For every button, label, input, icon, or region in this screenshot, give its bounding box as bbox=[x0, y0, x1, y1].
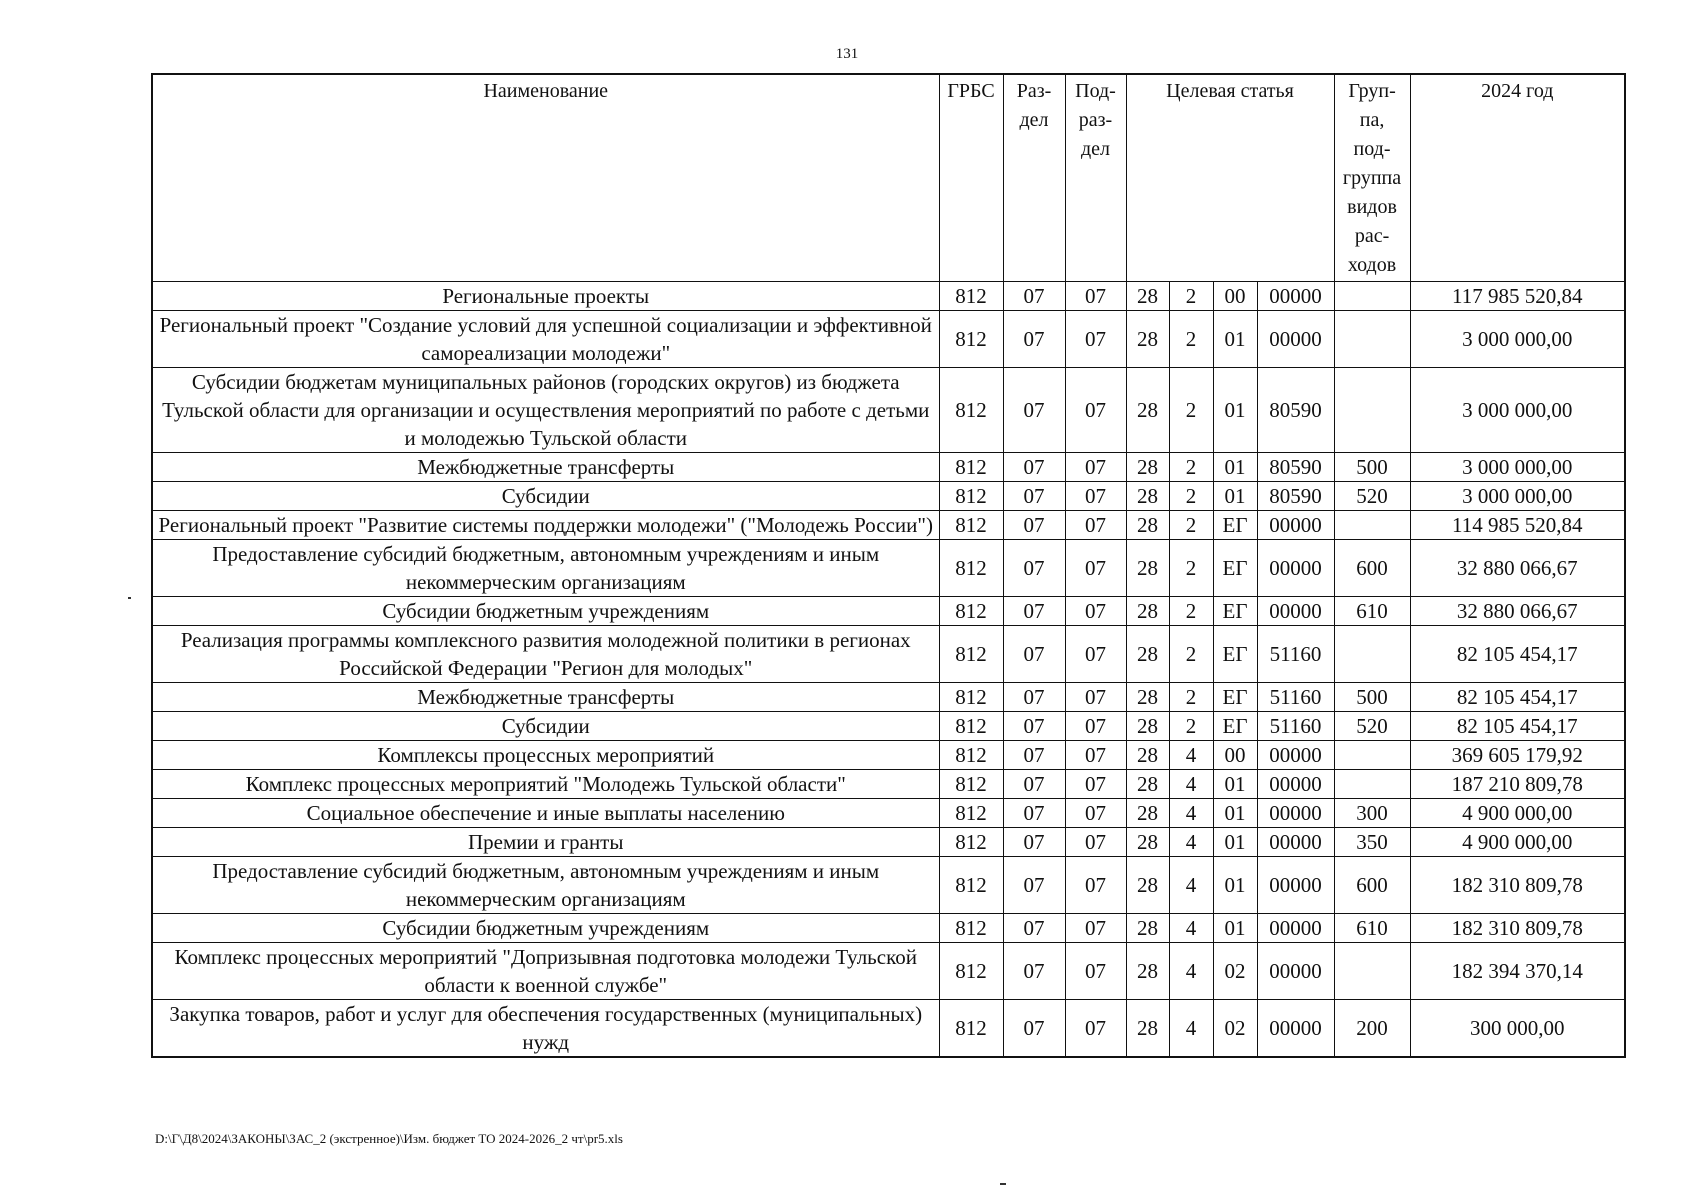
table-row bbox=[152, 798, 1625, 827]
row-amount-2024: 82 105 454,17 bbox=[1410, 711, 1625, 740]
row-target-type: 2 bbox=[1169, 625, 1213, 682]
row-target-direction: 00000 bbox=[1257, 827, 1334, 856]
row-razdel: 07 bbox=[1003, 539, 1065, 596]
row-target-structural: 01 bbox=[1213, 452, 1257, 481]
table-row bbox=[152, 452, 1625, 481]
row-expense-group: 520 bbox=[1334, 481, 1410, 510]
row-target-structural: 01 bbox=[1213, 798, 1257, 827]
row-target-type: 2 bbox=[1169, 367, 1213, 452]
row-amount-2024: 82 105 454,17 bbox=[1410, 682, 1625, 711]
row-razdel: 07 bbox=[1003, 310, 1065, 367]
row-target-type: 4 bbox=[1169, 913, 1213, 942]
row-grbs: 812 bbox=[939, 999, 1003, 1057]
row-target-program: 28 bbox=[1126, 452, 1169, 481]
row-name: Межбюджетные трансферты bbox=[152, 682, 939, 711]
row-grbs: 812 bbox=[939, 798, 1003, 827]
row-expense-group bbox=[1334, 942, 1410, 999]
row-target-type: 2 bbox=[1169, 711, 1213, 740]
row-amount-2024: 300 000,00 bbox=[1410, 999, 1625, 1057]
row-amount-2024: 182 310 809,78 bbox=[1410, 913, 1625, 942]
row-razdel: 07 bbox=[1003, 281, 1065, 310]
row-target-program: 28 bbox=[1126, 769, 1169, 798]
row-name: Межбюджетные трансферты bbox=[152, 452, 939, 481]
row-target-type: 2 bbox=[1169, 281, 1213, 310]
table-row bbox=[152, 999, 1625, 1057]
row-target-program: 28 bbox=[1126, 367, 1169, 452]
row-name: Комплекс процессных мероприятий "Допризывная подготовка молодежи Тульской области к военной службе" bbox=[152, 942, 939, 999]
row-grbs: 812 bbox=[939, 625, 1003, 682]
row-target-direction: 00000 bbox=[1257, 999, 1334, 1057]
row-target-type: 2 bbox=[1169, 682, 1213, 711]
header-year-2024: 2024 год bbox=[1410, 74, 1625, 281]
row-podrazdel: 07 bbox=[1065, 798, 1126, 827]
row-target-direction: 00000 bbox=[1257, 510, 1334, 539]
row-podrazdel: 07 bbox=[1065, 367, 1126, 452]
row-grbs: 812 bbox=[939, 913, 1003, 942]
row-name: Региональный проект "Создание условий для успешной социализации и эффективной самореализации молодежи" bbox=[152, 310, 939, 367]
row-target-direction: 00000 bbox=[1257, 913, 1334, 942]
row-grbs: 812 bbox=[939, 827, 1003, 856]
row-grbs: 812 bbox=[939, 682, 1003, 711]
row-grbs: 812 bbox=[939, 481, 1003, 510]
row-grbs: 812 bbox=[939, 310, 1003, 367]
row-target-program: 28 bbox=[1126, 481, 1169, 510]
row-target-structural: 00 bbox=[1213, 740, 1257, 769]
row-target-direction: 51160 bbox=[1257, 711, 1334, 740]
row-expense-group: 610 bbox=[1334, 596, 1410, 625]
row-expense-group: 600 bbox=[1334, 856, 1410, 913]
row-target-type: 4 bbox=[1169, 798, 1213, 827]
row-target-type: 4 bbox=[1169, 999, 1213, 1057]
table-row bbox=[152, 510, 1625, 539]
row-expense-group bbox=[1334, 625, 1410, 682]
scan-mark bbox=[128, 597, 131, 599]
row-target-program: 28 bbox=[1126, 740, 1169, 769]
row-amount-2024: 114 985 520,84 bbox=[1410, 510, 1625, 539]
row-expense-group bbox=[1334, 281, 1410, 310]
row-name: Закупка товаров, работ и услуг для обеспечения государственных (муниципальных) нужд bbox=[152, 999, 939, 1057]
row-name: Реализация программы комплексного развития молодежной политики в регионах Российской Федерации "Регион для молодых" bbox=[152, 625, 939, 682]
row-amount-2024: 4 900 000,00 bbox=[1410, 798, 1625, 827]
row-target-program: 28 bbox=[1126, 310, 1169, 367]
row-expense-group: 610 bbox=[1334, 913, 1410, 942]
row-name: Субсидии bbox=[152, 481, 939, 510]
row-target-direction: 51160 bbox=[1257, 625, 1334, 682]
row-name: Комплексы процессных мероприятий bbox=[152, 740, 939, 769]
row-expense-group: 520 bbox=[1334, 711, 1410, 740]
row-target-structural: 01 bbox=[1213, 481, 1257, 510]
table-row bbox=[152, 310, 1625, 367]
row-target-structural: 00 bbox=[1213, 281, 1257, 310]
row-podrazdel: 07 bbox=[1065, 711, 1126, 740]
scan-mark bbox=[1000, 1183, 1006, 1185]
row-name: Региональные проекты bbox=[152, 281, 939, 310]
row-expense-group bbox=[1334, 367, 1410, 452]
row-grbs: 812 bbox=[939, 367, 1003, 452]
row-podrazdel: 07 bbox=[1065, 596, 1126, 625]
row-target-program: 28 bbox=[1126, 682, 1169, 711]
row-target-type: 2 bbox=[1169, 481, 1213, 510]
row-name: Субсидии bbox=[152, 711, 939, 740]
header-grbs: ГРБС bbox=[939, 74, 1003, 281]
header-name: Наименование bbox=[152, 74, 939, 281]
row-podrazdel: 07 bbox=[1065, 310, 1126, 367]
row-podrazdel: 07 bbox=[1065, 999, 1126, 1057]
row-target-program: 28 bbox=[1126, 281, 1169, 310]
row-expense-group bbox=[1334, 310, 1410, 367]
row-amount-2024: 117 985 520,84 bbox=[1410, 281, 1625, 310]
header-podrazdel: Под- раз- дел bbox=[1065, 74, 1126, 281]
row-target-structural: 02 bbox=[1213, 999, 1257, 1057]
row-target-structural: 02 bbox=[1213, 942, 1257, 999]
header-target-article: Целевая статья bbox=[1126, 74, 1334, 281]
row-podrazdel: 07 bbox=[1065, 856, 1126, 913]
row-name: Субсидии бюджетным учреждениям bbox=[152, 596, 939, 625]
row-expense-group: 200 bbox=[1334, 999, 1410, 1057]
row-target-structural: 01 bbox=[1213, 769, 1257, 798]
row-podrazdel: 07 bbox=[1065, 682, 1126, 711]
table-row bbox=[152, 281, 1625, 310]
row-podrazdel: 07 bbox=[1065, 281, 1126, 310]
row-razdel: 07 bbox=[1003, 942, 1065, 999]
row-target-direction: 51160 bbox=[1257, 682, 1334, 711]
row-target-program: 28 bbox=[1126, 596, 1169, 625]
row-grbs: 812 bbox=[939, 596, 1003, 625]
row-grbs: 812 bbox=[939, 769, 1003, 798]
row-target-type: 4 bbox=[1169, 856, 1213, 913]
row-name: Премии и гранты bbox=[152, 827, 939, 856]
row-grbs: 812 bbox=[939, 452, 1003, 481]
table-row bbox=[152, 769, 1625, 798]
row-grbs: 812 bbox=[939, 539, 1003, 596]
header-razdel: Раз- дел bbox=[1003, 74, 1065, 281]
row-name: Комплекс процессных мероприятий "Молодежь Тульской области" bbox=[152, 769, 939, 798]
row-amount-2024: 187 210 809,78 bbox=[1410, 769, 1625, 798]
row-name: Социальное обеспечение и иные выплаты населению bbox=[152, 798, 939, 827]
row-target-direction: 80590 bbox=[1257, 452, 1334, 481]
table-row bbox=[152, 913, 1625, 942]
row-amount-2024: 32 880 066,67 bbox=[1410, 539, 1625, 596]
row-grbs: 812 bbox=[939, 942, 1003, 999]
row-target-direction: 00000 bbox=[1257, 596, 1334, 625]
row-expense-group: 350 bbox=[1334, 827, 1410, 856]
table-row bbox=[152, 596, 1625, 625]
row-target-program: 28 bbox=[1126, 539, 1169, 596]
budget-table bbox=[151, 73, 1626, 1058]
row-razdel: 07 bbox=[1003, 856, 1065, 913]
row-target-direction: 00000 bbox=[1257, 539, 1334, 596]
row-podrazdel: 07 bbox=[1065, 942, 1126, 999]
row-podrazdel: 07 bbox=[1065, 625, 1126, 682]
row-target-direction: 00000 bbox=[1257, 942, 1334, 999]
table-row bbox=[152, 711, 1625, 740]
row-target-structural: 01 bbox=[1213, 310, 1257, 367]
row-razdel: 07 bbox=[1003, 367, 1065, 452]
row-target-structural: 01 bbox=[1213, 856, 1257, 913]
row-target-type: 2 bbox=[1169, 510, 1213, 539]
row-podrazdel: 07 bbox=[1065, 913, 1126, 942]
row-podrazdel: 07 bbox=[1065, 740, 1126, 769]
row-amount-2024: 3 000 000,00 bbox=[1410, 367, 1625, 452]
row-target-structural: ЕГ bbox=[1213, 510, 1257, 539]
table-row bbox=[152, 539, 1625, 596]
row-amount-2024: 182 310 809,78 bbox=[1410, 856, 1625, 913]
row-name: Субсидии бюджетам муниципальных районов (городских округов) из бюджета Тульской области для организации и осуществления мероприятий по работе с детьми и молодежью Тульской области bbox=[152, 367, 939, 452]
row-podrazdel: 07 bbox=[1065, 769, 1126, 798]
row-razdel: 07 bbox=[1003, 769, 1065, 798]
table-row bbox=[152, 682, 1625, 711]
row-target-direction: 00000 bbox=[1257, 310, 1334, 367]
row-razdel: 07 bbox=[1003, 596, 1065, 625]
row-podrazdel: 07 bbox=[1065, 539, 1126, 596]
row-amount-2024: 3 000 000,00 bbox=[1410, 452, 1625, 481]
row-target-program: 28 bbox=[1126, 510, 1169, 539]
table-row bbox=[152, 740, 1625, 769]
row-target-direction: 80590 bbox=[1257, 481, 1334, 510]
row-amount-2024: 182 394 370,14 bbox=[1410, 942, 1625, 999]
row-target-type: 4 bbox=[1169, 769, 1213, 798]
row-grbs: 812 bbox=[939, 510, 1003, 539]
row-target-structural: ЕГ bbox=[1213, 711, 1257, 740]
row-target-program: 28 bbox=[1126, 856, 1169, 913]
file-path-footer: D:\Г\Д8\2024\ЗАКОНЫ\ЗАС_2 (экстренное)\Изм. бюджет ТО 2024-2026_2 чт\pr5.xls bbox=[155, 1131, 623, 1146]
row-podrazdel: 07 bbox=[1065, 510, 1126, 539]
header-expense-group: Груп- па, под- группа видов рас- ходов bbox=[1334, 74, 1410, 281]
row-podrazdel: 07 bbox=[1065, 452, 1126, 481]
row-grbs: 812 bbox=[939, 856, 1003, 913]
row-expense-group bbox=[1334, 769, 1410, 798]
row-target-type: 4 bbox=[1169, 942, 1213, 999]
row-podrazdel: 07 bbox=[1065, 481, 1126, 510]
row-target-program: 28 bbox=[1126, 798, 1169, 827]
table-row bbox=[152, 481, 1625, 510]
row-amount-2024: 4 900 000,00 bbox=[1410, 827, 1625, 856]
row-target-direction: 00000 bbox=[1257, 856, 1334, 913]
row-razdel: 07 bbox=[1003, 999, 1065, 1057]
row-target-structural: 01 bbox=[1213, 827, 1257, 856]
row-amount-2024: 369 605 179,92 bbox=[1410, 740, 1625, 769]
table-row bbox=[152, 367, 1625, 452]
row-razdel: 07 bbox=[1003, 798, 1065, 827]
row-amount-2024: 3 000 000,00 bbox=[1410, 310, 1625, 367]
row-grbs: 812 bbox=[939, 281, 1003, 310]
row-target-type: 2 bbox=[1169, 310, 1213, 367]
table-row bbox=[152, 942, 1625, 999]
row-target-structural: ЕГ bbox=[1213, 539, 1257, 596]
row-target-type: 2 bbox=[1169, 452, 1213, 481]
row-razdel: 07 bbox=[1003, 481, 1065, 510]
table-header-row bbox=[152, 74, 1625, 281]
row-name: Предоставление субсидий бюджетным, автономным учреждениям и иным некоммерческим организациям bbox=[152, 539, 939, 596]
row-target-program: 28 bbox=[1126, 913, 1169, 942]
row-target-structural: ЕГ bbox=[1213, 596, 1257, 625]
row-target-direction: 00000 bbox=[1257, 798, 1334, 827]
row-grbs: 812 bbox=[939, 711, 1003, 740]
table-body bbox=[152, 281, 1625, 1057]
row-target-program: 28 bbox=[1126, 625, 1169, 682]
row-razdel: 07 bbox=[1003, 510, 1065, 539]
row-grbs: 812 bbox=[939, 740, 1003, 769]
row-razdel: 07 bbox=[1003, 711, 1065, 740]
page-number: 131 bbox=[835, 46, 859, 62]
row-amount-2024: 32 880 066,67 bbox=[1410, 596, 1625, 625]
row-target-direction: 80590 bbox=[1257, 367, 1334, 452]
row-razdel: 07 bbox=[1003, 827, 1065, 856]
row-target-type: 4 bbox=[1169, 740, 1213, 769]
row-amount-2024: 82 105 454,17 bbox=[1410, 625, 1625, 682]
row-razdel: 07 bbox=[1003, 452, 1065, 481]
row-target-program: 28 bbox=[1126, 942, 1169, 999]
row-expense-group: 500 bbox=[1334, 452, 1410, 481]
row-expense-group bbox=[1334, 510, 1410, 539]
row-target-type: 4 bbox=[1169, 827, 1213, 856]
row-amount-2024: 3 000 000,00 bbox=[1410, 481, 1625, 510]
row-target-direction: 00000 bbox=[1257, 769, 1334, 798]
row-target-direction: 00000 bbox=[1257, 740, 1334, 769]
table-row bbox=[152, 856, 1625, 913]
row-name: Региональный проект "Развитие системы поддержки молодежи" ("Молодежь России") bbox=[152, 510, 939, 539]
table-row bbox=[152, 625, 1625, 682]
row-podrazdel: 07 bbox=[1065, 827, 1126, 856]
row-target-structural: ЕГ bbox=[1213, 682, 1257, 711]
row-target-structural: 01 bbox=[1213, 913, 1257, 942]
table-row bbox=[152, 827, 1625, 856]
row-target-type: 2 bbox=[1169, 596, 1213, 625]
row-expense-group: 600 bbox=[1334, 539, 1410, 596]
row-razdel: 07 bbox=[1003, 913, 1065, 942]
row-razdel: 07 bbox=[1003, 740, 1065, 769]
row-target-program: 28 bbox=[1126, 711, 1169, 740]
row-expense-group bbox=[1334, 740, 1410, 769]
row-target-direction: 00000 bbox=[1257, 281, 1334, 310]
row-razdel: 07 bbox=[1003, 682, 1065, 711]
row-expense-group: 500 bbox=[1334, 682, 1410, 711]
row-target-type: 2 bbox=[1169, 539, 1213, 596]
row-name: Субсидии бюджетным учреждениям bbox=[152, 913, 939, 942]
row-razdel: 07 bbox=[1003, 625, 1065, 682]
row-target-structural: 01 bbox=[1213, 367, 1257, 452]
row-name: Предоставление субсидий бюджетным, автономным учреждениям и иным некоммерческим организациям bbox=[152, 856, 939, 913]
row-target-structural: ЕГ bbox=[1213, 625, 1257, 682]
row-target-program: 28 bbox=[1126, 827, 1169, 856]
row-target-program: 28 bbox=[1126, 999, 1169, 1057]
row-expense-group: 300 bbox=[1334, 798, 1410, 827]
